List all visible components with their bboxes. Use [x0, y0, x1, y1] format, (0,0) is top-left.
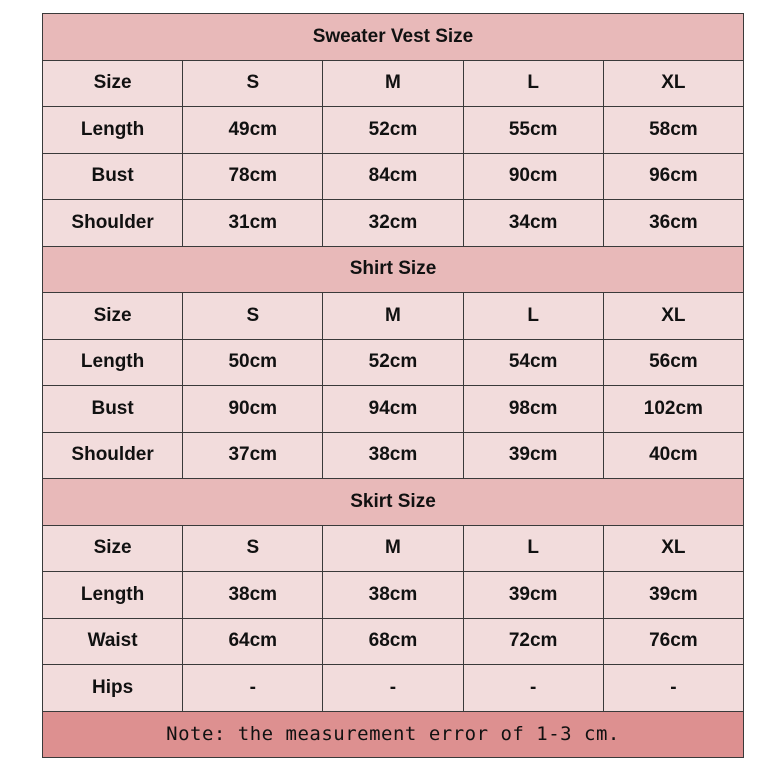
table-cell: 68cm — [323, 618, 463, 665]
table-cell: - — [183, 665, 323, 712]
note-row — [43, 711, 744, 758]
column-header-cell: M — [323, 60, 463, 107]
table-cell: 49cm — [183, 107, 323, 154]
section-title-skirt: Skirt Size — [43, 479, 744, 526]
table-cell: 84cm — [323, 153, 463, 200]
row-header-cell: Length — [43, 572, 183, 619]
column-header-cell: XL — [603, 293, 743, 340]
table-row — [43, 525, 744, 572]
table-cell: 31cm — [183, 200, 323, 247]
table-cell: 38cm — [323, 572, 463, 619]
row-header-cell: Shoulder — [43, 200, 183, 247]
table-row — [43, 339, 744, 386]
column-header-cell: M — [323, 293, 463, 340]
table-cell: 37cm — [183, 432, 323, 479]
table-cell: 72cm — [463, 618, 603, 665]
row-header-cell: Bust — [43, 386, 183, 433]
row-header-cell: Bust — [43, 153, 183, 200]
table-cell: - — [323, 665, 463, 712]
table-cell: 50cm — [183, 339, 323, 386]
table-row — [43, 665, 744, 712]
shirt-title-row — [43, 246, 744, 293]
skirt-title-row — [43, 479, 744, 526]
row-header-cell: Shoulder — [43, 432, 183, 479]
table-cell: 36cm — [603, 200, 743, 247]
table-row — [43, 572, 744, 619]
row-header-cell: Hips — [43, 665, 183, 712]
table-cell: 54cm — [463, 339, 603, 386]
table-cell: 90cm — [183, 386, 323, 433]
table-cell: 52cm — [323, 339, 463, 386]
table-cell: 34cm — [463, 200, 603, 247]
table-cell: 56cm — [603, 339, 743, 386]
table-cell: 39cm — [603, 572, 743, 619]
sweater-vest-title-row — [43, 14, 744, 61]
table-row — [43, 200, 744, 247]
table-cell: - — [463, 665, 603, 712]
table-cell: 38cm — [323, 432, 463, 479]
table-row — [43, 107, 744, 154]
row-header-cell: Size — [43, 293, 183, 340]
table-cell: 38cm — [183, 572, 323, 619]
table-cell: 94cm — [323, 386, 463, 433]
section-title-shirt: Shirt Size — [43, 246, 744, 293]
table-row — [43, 60, 744, 107]
row-header-cell: Size — [43, 525, 183, 572]
table-cell: 39cm — [463, 572, 603, 619]
table-cell: 32cm — [323, 200, 463, 247]
column-header-cell: S — [183, 525, 323, 572]
column-header-cell: XL — [603, 60, 743, 107]
table-row — [43, 386, 744, 433]
table-row — [43, 153, 744, 200]
section-title-sweater-vest: Sweater Vest Size — [43, 14, 744, 61]
column-header-cell: L — [463, 60, 603, 107]
column-header-cell: L — [463, 525, 603, 572]
table-cell: 40cm — [603, 432, 743, 479]
size-chart-body — [43, 14, 744, 758]
table-cell: 39cm — [463, 432, 603, 479]
table-cell: 102cm — [603, 386, 743, 433]
row-header-cell: Waist — [43, 618, 183, 665]
table-cell: 78cm — [183, 153, 323, 200]
table-row — [43, 293, 744, 340]
table-cell: - — [603, 665, 743, 712]
row-header-cell: Length — [43, 339, 183, 386]
row-header-cell: Length — [43, 107, 183, 154]
table-cell: 98cm — [463, 386, 603, 433]
table-row — [43, 432, 744, 479]
table-cell: 90cm — [463, 153, 603, 200]
table-cell: 52cm — [323, 107, 463, 154]
column-header-cell: S — [183, 293, 323, 340]
row-header-cell: Size — [43, 60, 183, 107]
column-header-cell: M — [323, 525, 463, 572]
column-header-cell: S — [183, 60, 323, 107]
table-cell: 58cm — [603, 107, 743, 154]
size-chart — [42, 13, 744, 758]
column-header-cell: L — [463, 293, 603, 340]
column-header-cell: XL — [603, 525, 743, 572]
table-cell: 55cm — [463, 107, 603, 154]
table-row — [43, 618, 744, 665]
table-cell: 96cm — [603, 153, 743, 200]
measurement-note: Note: the measurement error of 1-3 cm. — [43, 711, 744, 758]
table-cell: 76cm — [603, 618, 743, 665]
table-cell: 64cm — [183, 618, 323, 665]
